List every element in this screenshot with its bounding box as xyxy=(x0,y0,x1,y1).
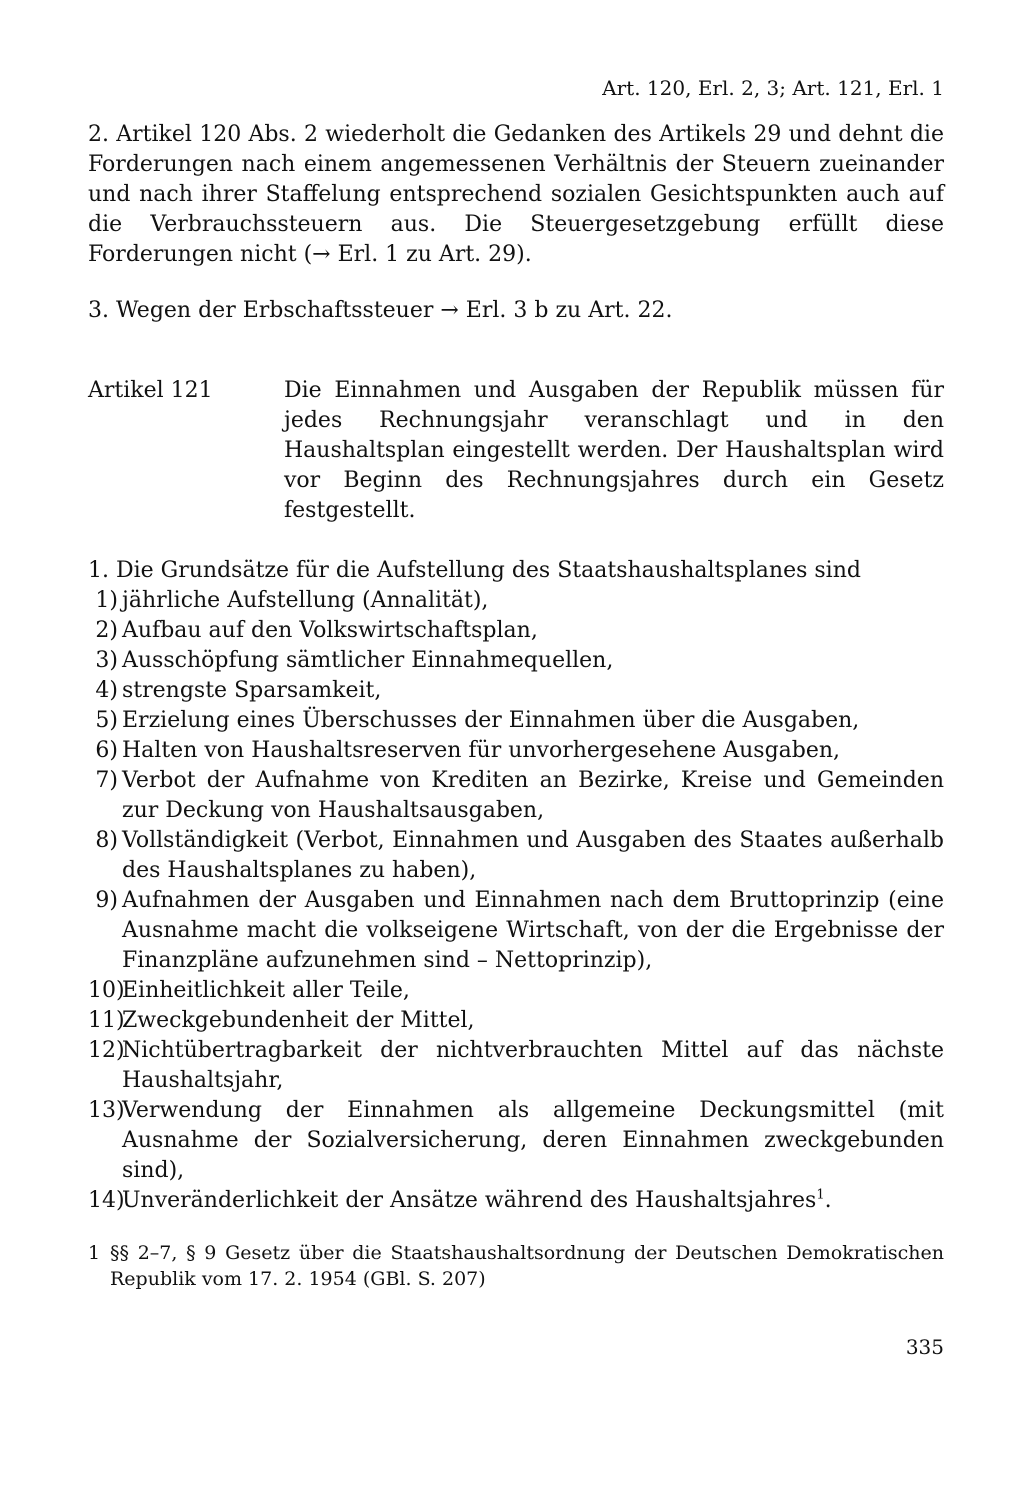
item-number: 10) xyxy=(88,978,125,1003)
item-number: 1) xyxy=(95,588,118,613)
footnote xyxy=(88,1240,944,1292)
article-label: Artikel 121 xyxy=(88,378,213,403)
note-intro: 1. Die Grundsätze für die Aufstellung des Staatshaushaltsplanes sind xyxy=(88,558,861,583)
page-number: 335 xyxy=(905,1335,944,1359)
list-item xyxy=(88,616,944,646)
document-page xyxy=(88,74,944,1362)
list-item xyxy=(88,736,944,766)
item-text-wrap xyxy=(122,1186,944,1216)
item-text: Einheitlichkeit aller Teile, xyxy=(122,978,410,1003)
list-item xyxy=(88,976,944,1006)
item-text: Vollständigkeit (Verbot, Einnahmen und Ausgaben des Staates außerhalb des Haushaltsplanes zu haben), xyxy=(122,828,944,883)
item-text: Nichtübertragbarkeit der nichtverbrauchten Mittel auf das nächste Haushaltsjahr, xyxy=(122,1038,944,1093)
list-item xyxy=(88,646,944,676)
item-number: 9) xyxy=(95,888,118,913)
note-1 xyxy=(88,556,944,1216)
footnote-number: 1 xyxy=(88,1242,101,1264)
item-number: 2) xyxy=(95,618,118,643)
paragraph-3: 3. Wegen der Erbschaftssteuer → Erl. 3 b zu Art. 22. xyxy=(88,298,673,323)
list-item xyxy=(88,676,944,706)
item-number: 3) xyxy=(95,648,118,673)
article-text: Die Einnahmen und Ausgaben der Republik müssen für jedes Rechnungsjahr veranschlagt und in den Haushaltsplan eingestellt werden. Der Haushaltsplan wird vor Beginn des Rechnungsjahres durch ein Gesetz festgestellt. xyxy=(284,378,944,523)
item-number: 14) xyxy=(88,1188,125,1213)
item-text: Halten von Haushaltsreserven für unvorhergesehene Ausgaben, xyxy=(122,738,841,763)
item-number: 8) xyxy=(95,828,118,853)
item-number: 5) xyxy=(95,708,118,733)
running-head: Art. 120, Erl. 2, 3; Art. 121, Erl. 1 xyxy=(602,76,944,100)
list-item xyxy=(88,766,944,826)
item-text: jährliche Aufstellung (Annalität), xyxy=(122,588,489,613)
list-item xyxy=(88,586,944,616)
list-item xyxy=(88,826,944,886)
list-item xyxy=(88,1096,944,1186)
item-number: 7) xyxy=(95,768,118,793)
principles-list xyxy=(88,586,944,1216)
item-number: 13) xyxy=(88,1098,125,1123)
item-text: Verbot der Aufnahme von Krediten an Bezirke, Kreise und Gemeinden zur Deckung von Haushaltsausgaben, xyxy=(122,768,944,823)
item-number: 4) xyxy=(95,678,118,703)
item-text: Ausschöpfung sämtlicher Einnahmequellen, xyxy=(122,648,614,673)
paragraph-2: 2. Artikel 120 Abs. 2 wiederholt die Gedanken des Artikels 29 und dehnt die Forderungen nach einem angemessenen Verhältnis der Steuern zueinander und nach ihrer Staffelung entsprechend sozialen Gesichtspunkten auch auf die Verbrauchssteuern aus. Die Steuergesetzgebung erfüllt diese Forderungen nicht (→ Erl. 1 zu Art. 29). xyxy=(88,122,944,267)
list-item xyxy=(88,1006,944,1036)
item-text: Aufbau auf den Volkswirtschaftsplan, xyxy=(122,618,538,643)
item-text: Unveränderlichkeit der Ansätze während des Haushaltsjahres xyxy=(122,1188,817,1213)
item-number: 6) xyxy=(95,738,118,763)
footnote-reference[interactable]: 1 xyxy=(816,1187,825,1203)
item-text: Verwendung der Einnahmen als allgemeine Deckungsmittel (mit Ausnahme der Sozialversicherung, deren Einnahmen zweckgebunden sind), xyxy=(122,1098,944,1183)
article-121 xyxy=(88,376,944,526)
item-number: 12) xyxy=(88,1038,125,1063)
item-text: Zweckgebundenheit der Mittel, xyxy=(122,1008,475,1033)
item-text: Aufnahmen der Ausgaben und Einnahmen nach dem Bruttoprinzip (eine Ausnahme macht die volkseigene Wirtschaft, von der die Ergebnisse der Finanzpläne aufzunehmen sind – Nettoprinzip), xyxy=(122,888,944,973)
list-item xyxy=(88,1186,944,1216)
footnote-text: §§ 2–7, § 9 Gesetz über die Staatshaushaltsordnung der Deutschen Demokratischen Republik vom 17. 2. 1954 (GBl. S. 207) xyxy=(110,1242,944,1290)
list-item xyxy=(88,886,944,976)
item-suffix: . xyxy=(824,1188,832,1213)
list-item xyxy=(88,1036,944,1096)
list-item xyxy=(88,706,944,736)
item-text: Erzielung eines Überschusses der Einnahmen über die Ausgaben, xyxy=(122,708,860,733)
item-text: strengste Sparsamkeit, xyxy=(122,678,382,703)
item-number: 11) xyxy=(88,1008,125,1033)
